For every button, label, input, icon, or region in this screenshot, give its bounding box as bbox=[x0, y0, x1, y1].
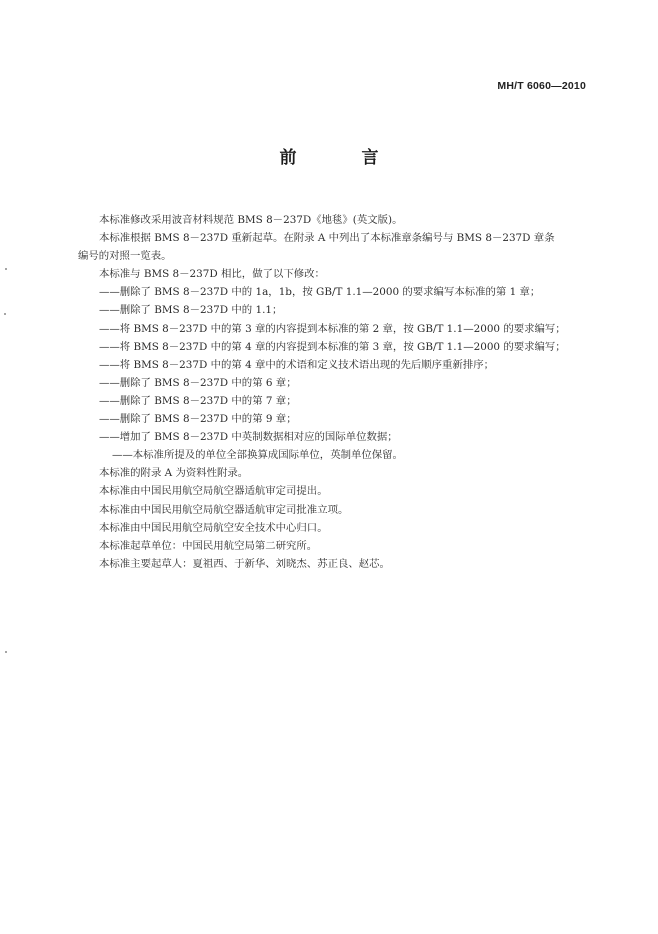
paragraph-adoption: 本标准修改采用波音材料规范 BMS 8－237D《地毯》(英文版)。 bbox=[99, 214, 403, 226]
paragraph-proposer: 本标准由中国民用航空局航空器适航审定司提出。 bbox=[99, 485, 328, 498]
modification-item: ——删除了 BMS 8－237D 中的第 6 章； bbox=[99, 376, 297, 389]
foreword-body bbox=[78, 211, 594, 573]
modification-item: ——将 BMS 8－237D 中的第 3 章的内容提到本标准的第 2 章，按 GB/T 1.1—2000 的要求编写； bbox=[99, 322, 566, 335]
modification-item: ——增加了 BMS 8－237D 中英制数据相对应的国际单位数据； bbox=[99, 431, 398, 444]
paragraph-drafting-basis-line1: 本标准根据 BMS 8－237D 重新起草。在附录 A 中列出了本标准章条编号与 BMS 8－237D 章条 bbox=[99, 232, 555, 245]
modification-sub-item: ——本标准所提及的单位全部换算成国际单位，英制单位保留。 bbox=[112, 449, 403, 462]
modification-item: ——将 BMS 8－237D 中的第 4 章中的术语和定义技术语出现的先后顺序重新排序； bbox=[99, 358, 495, 371]
modification-item: ——将 BMS 8－237D 中的第 4 章的内容提到本标准的第 3 章，按 GB/T 1.1—2000 的要求编写； bbox=[99, 340, 566, 353]
modification-item: ——删除了 BMS 8－237D 中的 1a，1b，按 GB/T 1.1—2000 的要求编写本标准的第 1 章； bbox=[99, 286, 541, 299]
paragraph-drafting-unit: 本标准起草单位：中国民用航空局第二研究所。 bbox=[99, 539, 318, 552]
modification-item: ——删除了 BMS 8－237D 中的第 9 章； bbox=[99, 413, 297, 426]
page-title: 前 言 bbox=[279, 148, 403, 168]
scan-speck bbox=[4, 313, 6, 315]
paragraph-approver: 本标准由中国民用航空局航空器适航审定司批准立项。 bbox=[99, 503, 349, 516]
scan-speck bbox=[5, 651, 7, 653]
paragraph-drafting-basis-line2: 编号的对照一览表。 bbox=[78, 250, 172, 263]
paragraph-drafters: 本标准主要起草人：夏祖西、于新华、刘晓杰、苏正良、赵芯。 bbox=[99, 557, 390, 570]
scan-speck bbox=[5, 268, 7, 270]
modification-item: ——删除了 BMS 8－237D 中的第 7 章； bbox=[99, 394, 297, 407]
paragraph-administrator: 本标准由中国民用航空局航空安全技术中心归口。 bbox=[99, 521, 328, 534]
paragraph-appendix: 本标准的附录 A 为资料性附录。 bbox=[99, 467, 249, 480]
paragraph-modifications-intro: 本标准与 BMS 8－237D 相比，做了以下修改： bbox=[99, 268, 325, 281]
standard-code: MH/T 6060—2010 bbox=[497, 80, 586, 92]
modification-item: ——删除了 BMS 8－237D 中的 1.1； bbox=[99, 304, 283, 317]
